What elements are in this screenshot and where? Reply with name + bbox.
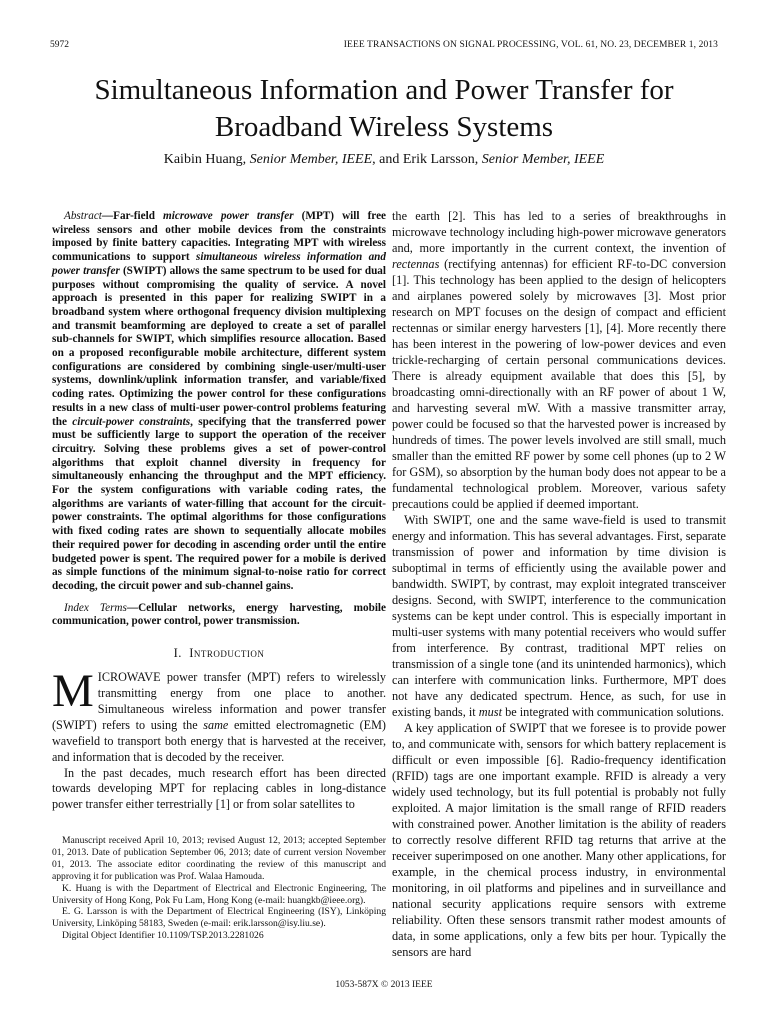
body-emphasis: must [478,705,502,719]
author-line [40,152,728,168]
abstract-term-swipt: simultaneous wireless information and power transfer [52,251,386,277]
left-column [52,210,386,813]
abstract-text: , specifying that the transferred power must be sufficiently large to support the operation of the receiver circuitry. Solving these problems gives a set of power-control algorithms that exploit channel diversity in frequency for simultaneously enhancing the throughput and the MPT efficiency. For the system configurations with variable coding rates, the algorithms are variants of water-filling that account for the circuit-power constraints. The optimal algorithms for those configurations with fixed coding rates are shown to sequentially allocate mobiles their required power for decoding in ascending order until the entire budgeted power is spent. The required power for a mobile is derived as simple functions of the minimum signal-to-noise ratio for correct decoding, the circuit power and sub-channel gains. [52,415,386,592]
index-terms-label: Index Terms [64,601,127,614]
intro-text: emitted electromagnetic (EM) wavefield to transport both energy that is harvested at the receiver, and information that is decoded by the receiver. [52,717,386,764]
right-column [392,208,726,960]
section-title: Introduction [189,646,265,661]
index-terms [52,602,386,629]
right-paragraph-2 [392,512,726,720]
abstract-text: (MPT) will free wireless sensors and other mobile devices from the constraints imposed by finite battery capacities. Integrating MPT with wireless communications to support [52,210,386,264]
intro-paragraph-2: In the past decades, much research effort has been directed towards developing MPT for replacing cables in long-distance power transfer either terrestrially [1] or from solar satellites to [52,765,386,812]
author-1-role: Senior Member, IEEE [249,152,373,167]
body-text: With SWIPT, one and the same wave-field is used to transmit energy and information. This has several advantages. First, separate transmission of power and information by time division is suboptimal in terms of efficiently using the available power and bandwidth. SWIPT, by contrast, may exploit integrated transceiver designs. Second, with SWIPT, interference to the communication systems can be kept under control. This is especially important in multi-user systems with many potential receivers who would suffer from interference. By contrast, traditional MPT relies on transmission of a single tone (and its unintended harmonics), which can interfere with communication links. Furthermore, MPT does not have any dedicated spectrum. Hence, as such, for use in existing bands, it [392,513,726,719]
abstract-term-mpt: microwave power transfer [163,210,294,222]
body-text: be integrated with communication solutions. [502,705,724,719]
page-number: 5972 [50,40,69,50]
title-line-1: Simultaneous Information and Power Transfer for [94,74,674,106]
paper-title [40,72,728,146]
abstract-text: —Far-field [101,210,164,222]
right-paragraph-3: A key application of SWIPT that we foresee is to provide power to, and communicate with, sensors for which battery replacement is difficult or even impossible [6]. Radio-frequency identification (RFID) tags are one important example. RFID is already a very widely used technology, but its full potential is probably not fully exploited. A major limitation is the small range of RFID readers with constrained power. Another limitation is the ability of readers to correctly resolve different RFID tag returns that arrive at the receiver superimposed on one another. Many other applications, for example, in the chemical process industry, in environmental monitoring, in oil platforms and pipelines and in surveillance and national security applications require sensors with extreme reliability. Often these sensors transmit rather modest amounts of data, in some applications, only a few bits per hour. Typically the sensors are hard [392,721,726,959]
footnote-doi: Digital Object Identifier 10.1109/TSP.2013.2281026 [62,930,264,942]
body-text: the earth [2]. This has led to a series of breakthroughs in microwave technology including high-power microwave generators and, more importantly in the current context, the invention of [392,209,726,255]
intro-emphasis: same [203,717,229,732]
abstract-term-circuit-power: circuit-power constraints [72,415,191,428]
title-line-2: Broadband Wireless Systems [214,111,554,143]
footnote-author-1: K. Huang is with the Department of Electrical and Electronic Engineering, The University of Hong Kong, Pok Fu Lam, Hong Kong (e-mail: huangkb@ieee.org). [52,882,386,906]
abstract-label: Abstract [64,210,102,222]
journal-header: IEEE TRANSACTIONS ON SIGNAL PROCESSING, VOL. 61, NO. 23, DECEMBER 1, 2013 [343,40,718,50]
section-heading [52,646,386,661]
index-terms-text: —Cellular networks, energy harvesting, mobile communication, power control, power transmission. [52,601,386,628]
copyright-footer: 1053-587X © 2013 IEEE [335,980,433,990]
body-text: (rectifying antennas) for efficient RF-to-DC conversion [1]. This technology has been applied to the design of helicopters and airplanes powered solely by microwaves [3]. Most prior research on MPT focuses on the design of compact and efficient rectennas or similar energy harvesters [1], [4]. More recently there has been interest in the powering of low-power devices and even trickle-recharging of certain personal communications devices. There is already equipment available that does this [5], by broadcasting omni-directionally with an RF power of about 1 W, and harvesting several mW. With a massive transmitter array, power could be focused so that the harvested power is increased by hundreds of times. The power levels involved are still small, much smaller than the emitted RF power by some cell phones (up to 2 W for GSM), so absorption by the human body does not appear to be a fundamental technological problem. Moreover, various safety precautions could be applied if deemed important. [392,257,727,511]
footnote-manuscript: Manuscript received April 10, 2013; revised August 12, 2013; accepted September 01, 2013. Date of publication September 06, 2013; date of current version November 01, 2013. The associate editor coordinating the review of this manuscript and approving it for publication was Prof. Walaa Hamouda. [52,835,386,882]
abstract [52,210,386,594]
section-number: I. [173,646,182,661]
footnote-author-2: E. G. Larsson is with the Department of Electrical Engineering (ISY), Linköping University, Linköping 58183, Sweden (e-mail: erik.larsson@isy.liu.se). [52,906,386,930]
author-2-role: Senior Member, IEEE [481,152,605,167]
footnotes [52,835,386,942]
author-separator: , and Erik Larsson, [372,152,479,167]
intro-cap-word: ICROWAVE [97,670,161,685]
right-paragraph-1 [392,208,726,512]
abstract-text: (SWIPT) allows the same spectrum to be used for dual purposes without compromising the quality of service. A novel approach is presented in this paper for realizing SWIPT in a broadband system where orthogonal frequency division multiplexing and transmit beamforming are deployed to create a set of parallel sub-channels for SWIPT, which simplifies resource allocation. Based on a proposed reconfigurable mobile architecture, different system configurations are considered by combining single-user/multi-user systems, downlink/uplink information transfer, and variable/fixed coding rates. Optimizing the power control for these configurations results in a new class of multi-user power-control problems featuring the [52,264,386,428]
body-emphasis: rectennas [392,257,440,271]
drop-cap: M [52,665,94,718]
intro-text: power transfer (MPT) refers to wirelessly transmitting energy from one place to another. Simultaneous wireless information and power transfer (SWIPT) refers to using the [52,670,386,732]
intro-paragraph-1 [52,665,386,765]
author-1: Kaibin Huang, [163,152,247,167]
